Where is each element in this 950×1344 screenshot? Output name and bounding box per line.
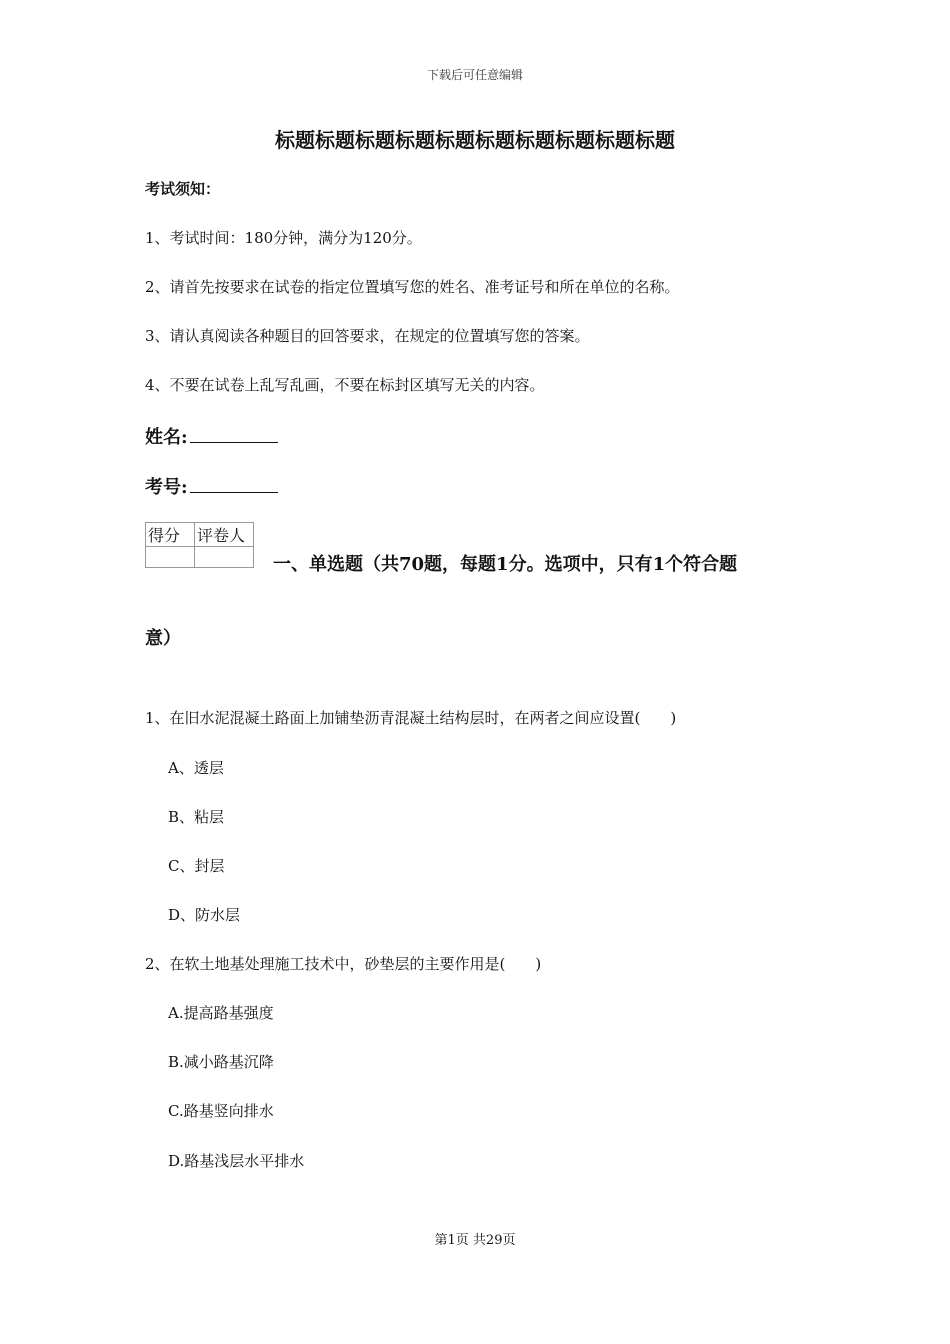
name-blank[interactable] xyxy=(190,424,278,443)
notice-item: 1、考试时间：180分钟，满分为120分。 xyxy=(145,229,422,247)
id-blank[interactable] xyxy=(190,474,278,493)
section-heading-continued: 意） xyxy=(145,628,181,649)
page-footer: 第1页 共29页 xyxy=(434,1233,516,1248)
page-header: 下载后可任意编辑 xyxy=(426,68,523,82)
option: B、粘层 xyxy=(168,808,225,826)
notice-heading: 考试须知： xyxy=(145,180,221,198)
question-stem: 2、在软土地基处理施工技术中，砂垫层的主要作用是( ) xyxy=(145,955,542,973)
document-title: 标题标题标题标题标题标题标题标题标题标题 xyxy=(275,128,675,152)
option: C.路基竖向排水 xyxy=(168,1102,274,1120)
notice-item: 2、请首先按要求在试卷的指定位置填写您的姓名、准考证号和所在单位的名称。 xyxy=(145,278,680,296)
notice-item: 3、请认真阅读各种题目的回答要求，在规定的位置填写您的答案。 xyxy=(145,327,590,345)
name-label: 姓名: xyxy=(145,427,188,448)
grader-cell[interactable] xyxy=(195,547,254,568)
name-field xyxy=(145,423,278,449)
notice-item: 4、不要在试卷上乱写乱画，不要在标封区填写无关的内容。 xyxy=(145,376,545,394)
option: C、封层 xyxy=(168,857,225,875)
question-stem: 1、在旧水泥混凝土路面上加铺垫沥青混凝土结构层时，在两者之间应设置( ) xyxy=(145,709,677,727)
option: A.提高路基强度 xyxy=(168,1004,274,1022)
grader-header: 评卷人 xyxy=(195,523,254,547)
score-table xyxy=(145,522,254,568)
score-header: 得分 xyxy=(146,523,195,547)
section-heading: 一、单选题（共70题，每题1分。选项中，只有1个符合题 xyxy=(273,554,738,575)
id-label: 考号: xyxy=(145,477,188,498)
score-cell[interactable] xyxy=(146,547,195,568)
id-field xyxy=(145,473,278,499)
option: A、透层 xyxy=(168,759,224,777)
option: B.减小路基沉降 xyxy=(168,1053,274,1071)
option: D.路基浅层水平排水 xyxy=(168,1152,305,1170)
option: D、防水层 xyxy=(168,906,241,924)
